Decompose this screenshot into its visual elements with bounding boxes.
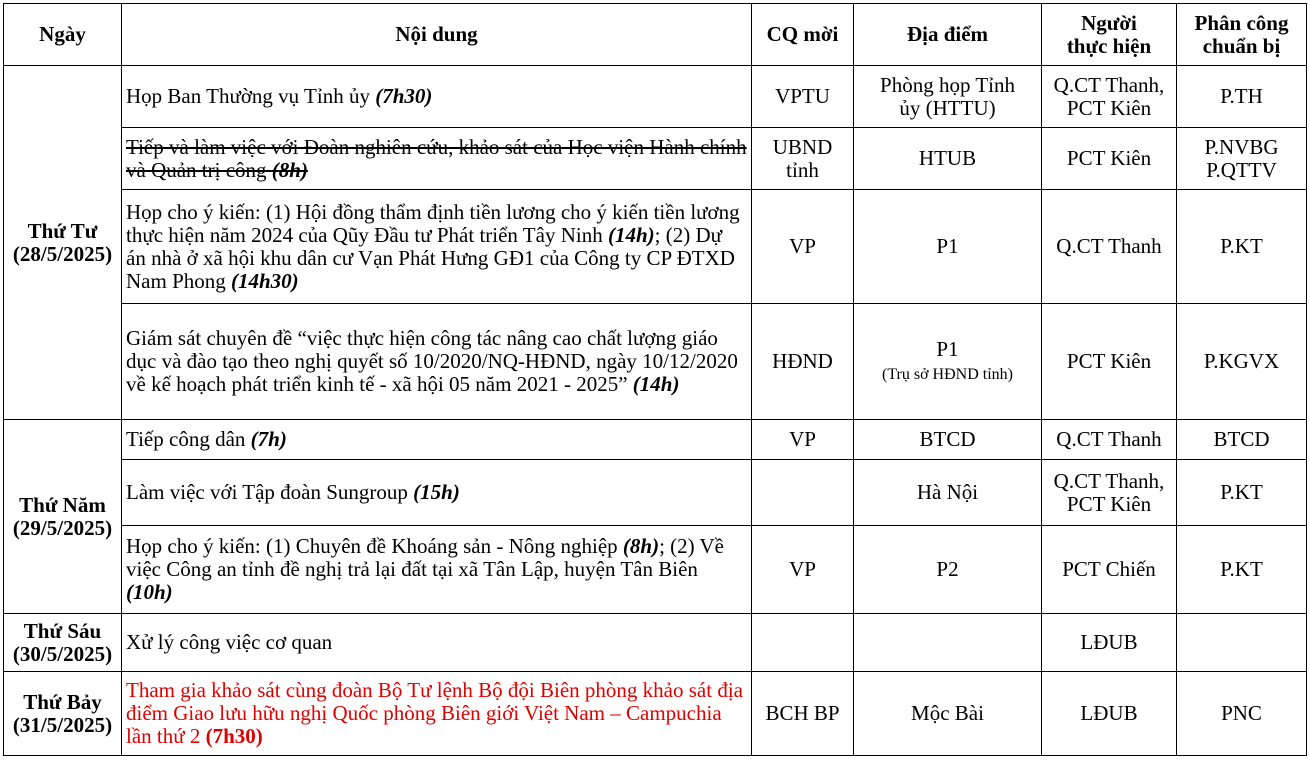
location-cell: BTCD	[854, 420, 1042, 460]
org-line1: UBND	[772, 134, 833, 159]
performer-line2: PCT Kiên	[1066, 95, 1152, 120]
content-text: Tiếp công dân	[126, 427, 251, 451]
day-date: (31/5/2025)	[12, 712, 113, 737]
prep-cell	[1177, 614, 1307, 672]
header-location: Địa điểm	[854, 4, 1042, 66]
org-cell: VP	[752, 420, 854, 460]
day-name: Thứ Sáu	[23, 618, 102, 643]
performer-cell	[1042, 66, 1177, 128]
location-cell: Mộc Bài	[854, 672, 1042, 756]
org-cell: VPTU	[752, 66, 854, 128]
content-text: Tiếp và làm việc với Đoàn nghiên cứu, khảo sát của Học viện Hành chính và Quản trị công	[126, 134, 747, 182]
performer-line1: Q.CT Thanh,	[1053, 72, 1165, 97]
content-time: (14h30)	[231, 268, 299, 293]
performer-cell: PCT Kiên	[1042, 128, 1177, 190]
performer-line2: PCT Kiên	[1066, 491, 1152, 516]
day-cell-wednesday	[4, 66, 122, 420]
header-prep-line2: chuẩn bị	[1202, 33, 1281, 58]
content-text: Họp cho ý kiến: (1) Chuyên đề Khoáng sản - Nông nghiệp	[126, 534, 623, 558]
prep-cell: PNC	[1177, 672, 1307, 756]
content-text: Làm việc với Tập đoàn Sungroup	[126, 480, 414, 504]
day-name: Thứ Tư	[27, 218, 98, 243]
table-row	[4, 66, 1307, 128]
performer-cell: Q.CT Thanh	[1042, 190, 1177, 304]
location-cell	[854, 304, 1042, 420]
performer-line1: Q.CT Thanh,	[1053, 468, 1165, 493]
content-cell	[122, 526, 752, 614]
table-row	[4, 304, 1307, 420]
day-date: (30/5/2025)	[12, 641, 113, 666]
prep-cell: P.KT	[1177, 460, 1307, 526]
content-time: (15h)	[413, 480, 460, 504]
performer-cell: PCT Kiên	[1042, 304, 1177, 420]
header-org: CQ mời	[752, 4, 854, 66]
day-date: (28/5/2025)	[12, 241, 113, 266]
location-cell: Hà Nội	[854, 460, 1042, 526]
content-time: (14h)	[607, 222, 655, 247]
content-cell	[122, 460, 752, 526]
day-date: (29/5/2025)	[12, 515, 113, 540]
day-cell-thursday	[4, 420, 122, 614]
table-row	[4, 128, 1307, 190]
content-text: Họp cho ý kiến: (1) Hội đồng thẩm định tiền lương cho ý kiến tiền lương thực hiện năm 2024 của Qũy Đầu tư Phát triển Tây Ninh	[126, 199, 740, 247]
table-row	[4, 420, 1307, 460]
prep-cell: P.TH	[1177, 66, 1307, 128]
org-cell	[752, 128, 854, 190]
header-day: Ngày	[4, 4, 122, 66]
prep-line2: P.QTTV	[1206, 157, 1277, 182]
table-row	[4, 526, 1307, 614]
location-cell: P2	[854, 526, 1042, 614]
org-cell: VP	[752, 526, 854, 614]
day-name: Thứ Năm	[19, 492, 106, 517]
location-line2: ủy (HTTU)	[899, 95, 996, 120]
prep-line1: P.NVBG	[1204, 134, 1279, 159]
org-cell: HĐND	[752, 304, 854, 420]
content-time: (14h)	[632, 372, 680, 396]
content-time: (8h)	[622, 534, 660, 558]
content-text: Giám sát chuyên đề “việc thực hiện công tác nâng cao chất lượng giáo dục và đào tạo theo nghị quyết số 10/2020/NQ-HĐND, ngày 10/12/2020 về kế hoạch phát triển kinh tế - xã hội 05 năm 2021 - 2025”	[126, 326, 738, 396]
location-note: (Trụ sở HĐND tỉnh)	[882, 366, 1013, 383]
performer-cell: LĐUB	[1042, 614, 1177, 672]
content-time: (7h30)	[375, 84, 433, 108]
content-time: (7h)	[250, 427, 287, 451]
content-cell	[122, 420, 752, 460]
table-row	[4, 190, 1307, 304]
content-time: (7h30)	[205, 724, 263, 748]
performer-cell: Q.CT Thanh	[1042, 420, 1177, 460]
header-performer	[1042, 4, 1177, 66]
header-row	[4, 4, 1307, 66]
header-prep	[1177, 4, 1307, 66]
org-cell	[752, 614, 854, 672]
content-text: Họp Ban Thường vụ Tỉnh ủy	[126, 84, 376, 108]
schedule-table	[3, 3, 1307, 756]
location-cell	[854, 66, 1042, 128]
content-cell	[122, 190, 752, 304]
location-cell: P1	[854, 190, 1042, 304]
day-cell-saturday	[4, 672, 122, 756]
header-content: Nội dung	[122, 4, 752, 66]
org-cell	[752, 460, 854, 526]
content-cell: Xử lý công việc cơ quan	[122, 614, 752, 672]
prep-cell: P.KT	[1177, 526, 1307, 614]
header-performer-line2: thực hiện	[1066, 33, 1152, 58]
location-line1: P1	[936, 337, 959, 361]
content-time: (10h)	[126, 580, 173, 604]
content-text: ; (2) Về việc Công an tỉnh đề nghị trả lại đất tại xã Tân Lập, huyện Tân Biên	[126, 534, 725, 581]
content-cell	[122, 66, 752, 128]
content-time: (8h)	[271, 157, 308, 182]
org-cell: VP	[752, 190, 854, 304]
prep-cell	[1177, 128, 1307, 190]
table-row	[4, 460, 1307, 526]
performer-cell: PCT Chiến	[1042, 526, 1177, 614]
content-cell-cancelled	[122, 128, 752, 190]
org-line2: tỉnh	[786, 157, 819, 182]
day-cell-friday	[4, 614, 122, 672]
table-row	[4, 672, 1307, 756]
performer-cell: LĐUB	[1042, 672, 1177, 756]
prep-cell: BTCD	[1177, 420, 1307, 460]
content-text: Tham gia khảo sát cùng đoàn Bộ Tư lệnh Bộ đội Biên phòng khảo sát địa điểm Giao lưu hữu nghị Quốc phòng Biên giới Việt Nam – Campuchia lần thứ 2	[126, 678, 743, 748]
header-prep-line1: Phân công	[1194, 10, 1289, 35]
prep-cell: P.KT	[1177, 190, 1307, 304]
prep-cell: P.KGVX	[1177, 304, 1307, 420]
content-text: ; (2) Dự án nhà ở xã hội khu dân cư Vạn Phát Hưng GĐ1 của Công ty CP ĐTXD Nam Phong	[126, 222, 735, 293]
content-cell	[122, 304, 752, 420]
performer-cell	[1042, 460, 1177, 526]
org-cell: BCH BP	[752, 672, 854, 756]
content-cell-highlighted	[122, 672, 752, 756]
location-cell: HTUB	[854, 128, 1042, 190]
location-line1: Phòng họp Tỉnh	[880, 72, 1015, 97]
day-name: Thứ Bảy	[23, 689, 102, 714]
table-row	[4, 614, 1307, 672]
location-cell	[854, 614, 1042, 672]
header-performer-line1: Người	[1081, 10, 1137, 35]
